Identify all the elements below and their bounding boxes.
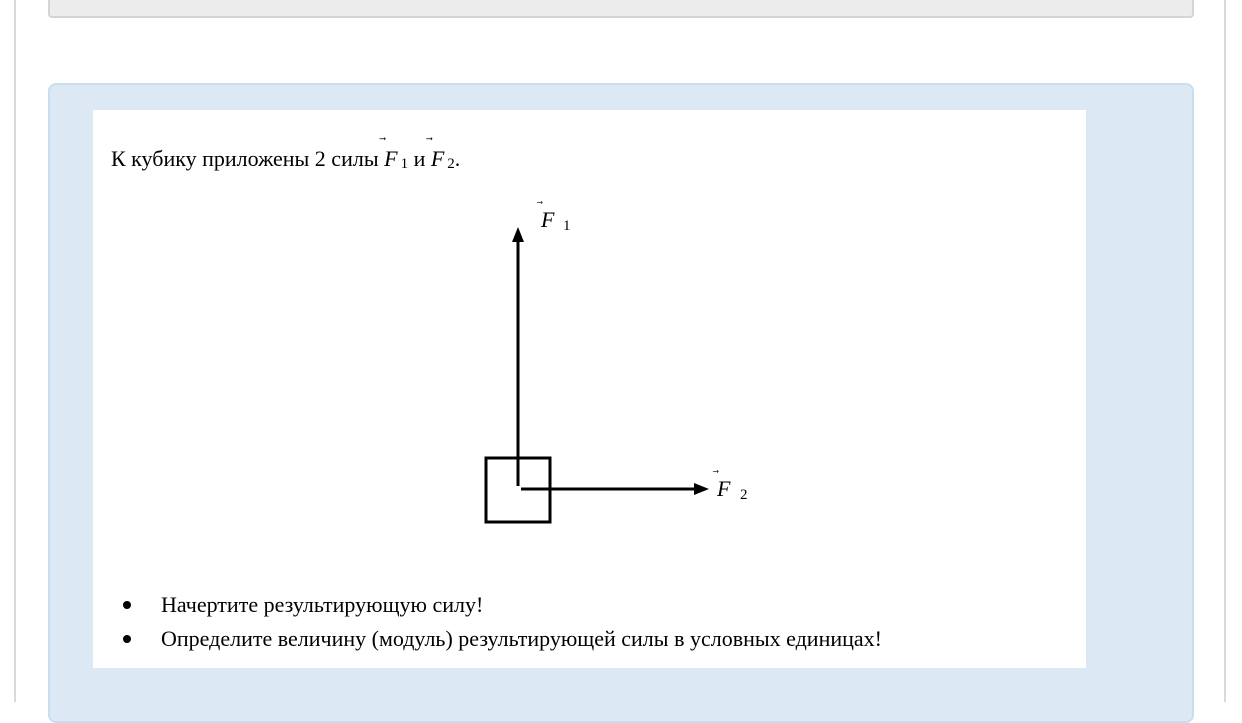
task-item: [111, 588, 882, 622]
previous-panel: [48, 0, 1194, 18]
intro-end: .: [454, 146, 461, 171]
f1-label-index: 1: [563, 218, 571, 234]
f1-label-arrow: [536, 201, 543, 204]
force1-symbol: F: [384, 146, 398, 171]
bullet-icon: [123, 635, 131, 643]
force-diagram: [93, 110, 1086, 580]
force2-arrowhead: [694, 483, 709, 495]
task-list: [111, 588, 882, 656]
intro-text: К кубику приложены 2 силы: [111, 146, 379, 171]
f2-label-arrow: [712, 470, 719, 473]
task-item: [111, 622, 882, 656]
question-card: [93, 110, 1086, 668]
force1-index: 1: [400, 156, 409, 172]
force2-index: 2: [447, 156, 455, 172]
conjunction: и: [413, 146, 426, 171]
force1-arrowhead: [512, 227, 524, 242]
task-text: Начертите результирующую силу!: [161, 592, 484, 617]
bullet-icon: [123, 601, 131, 609]
f2-label-index: 2: [740, 487, 748, 503]
task-text: Определите величину (модуль) результирующей силы в условных единицах!: [161, 626, 882, 651]
f2-label-symbol: F: [717, 476, 731, 501]
f1-label-symbol: F: [541, 207, 555, 232]
force2-symbol: F: [430, 146, 445, 171]
